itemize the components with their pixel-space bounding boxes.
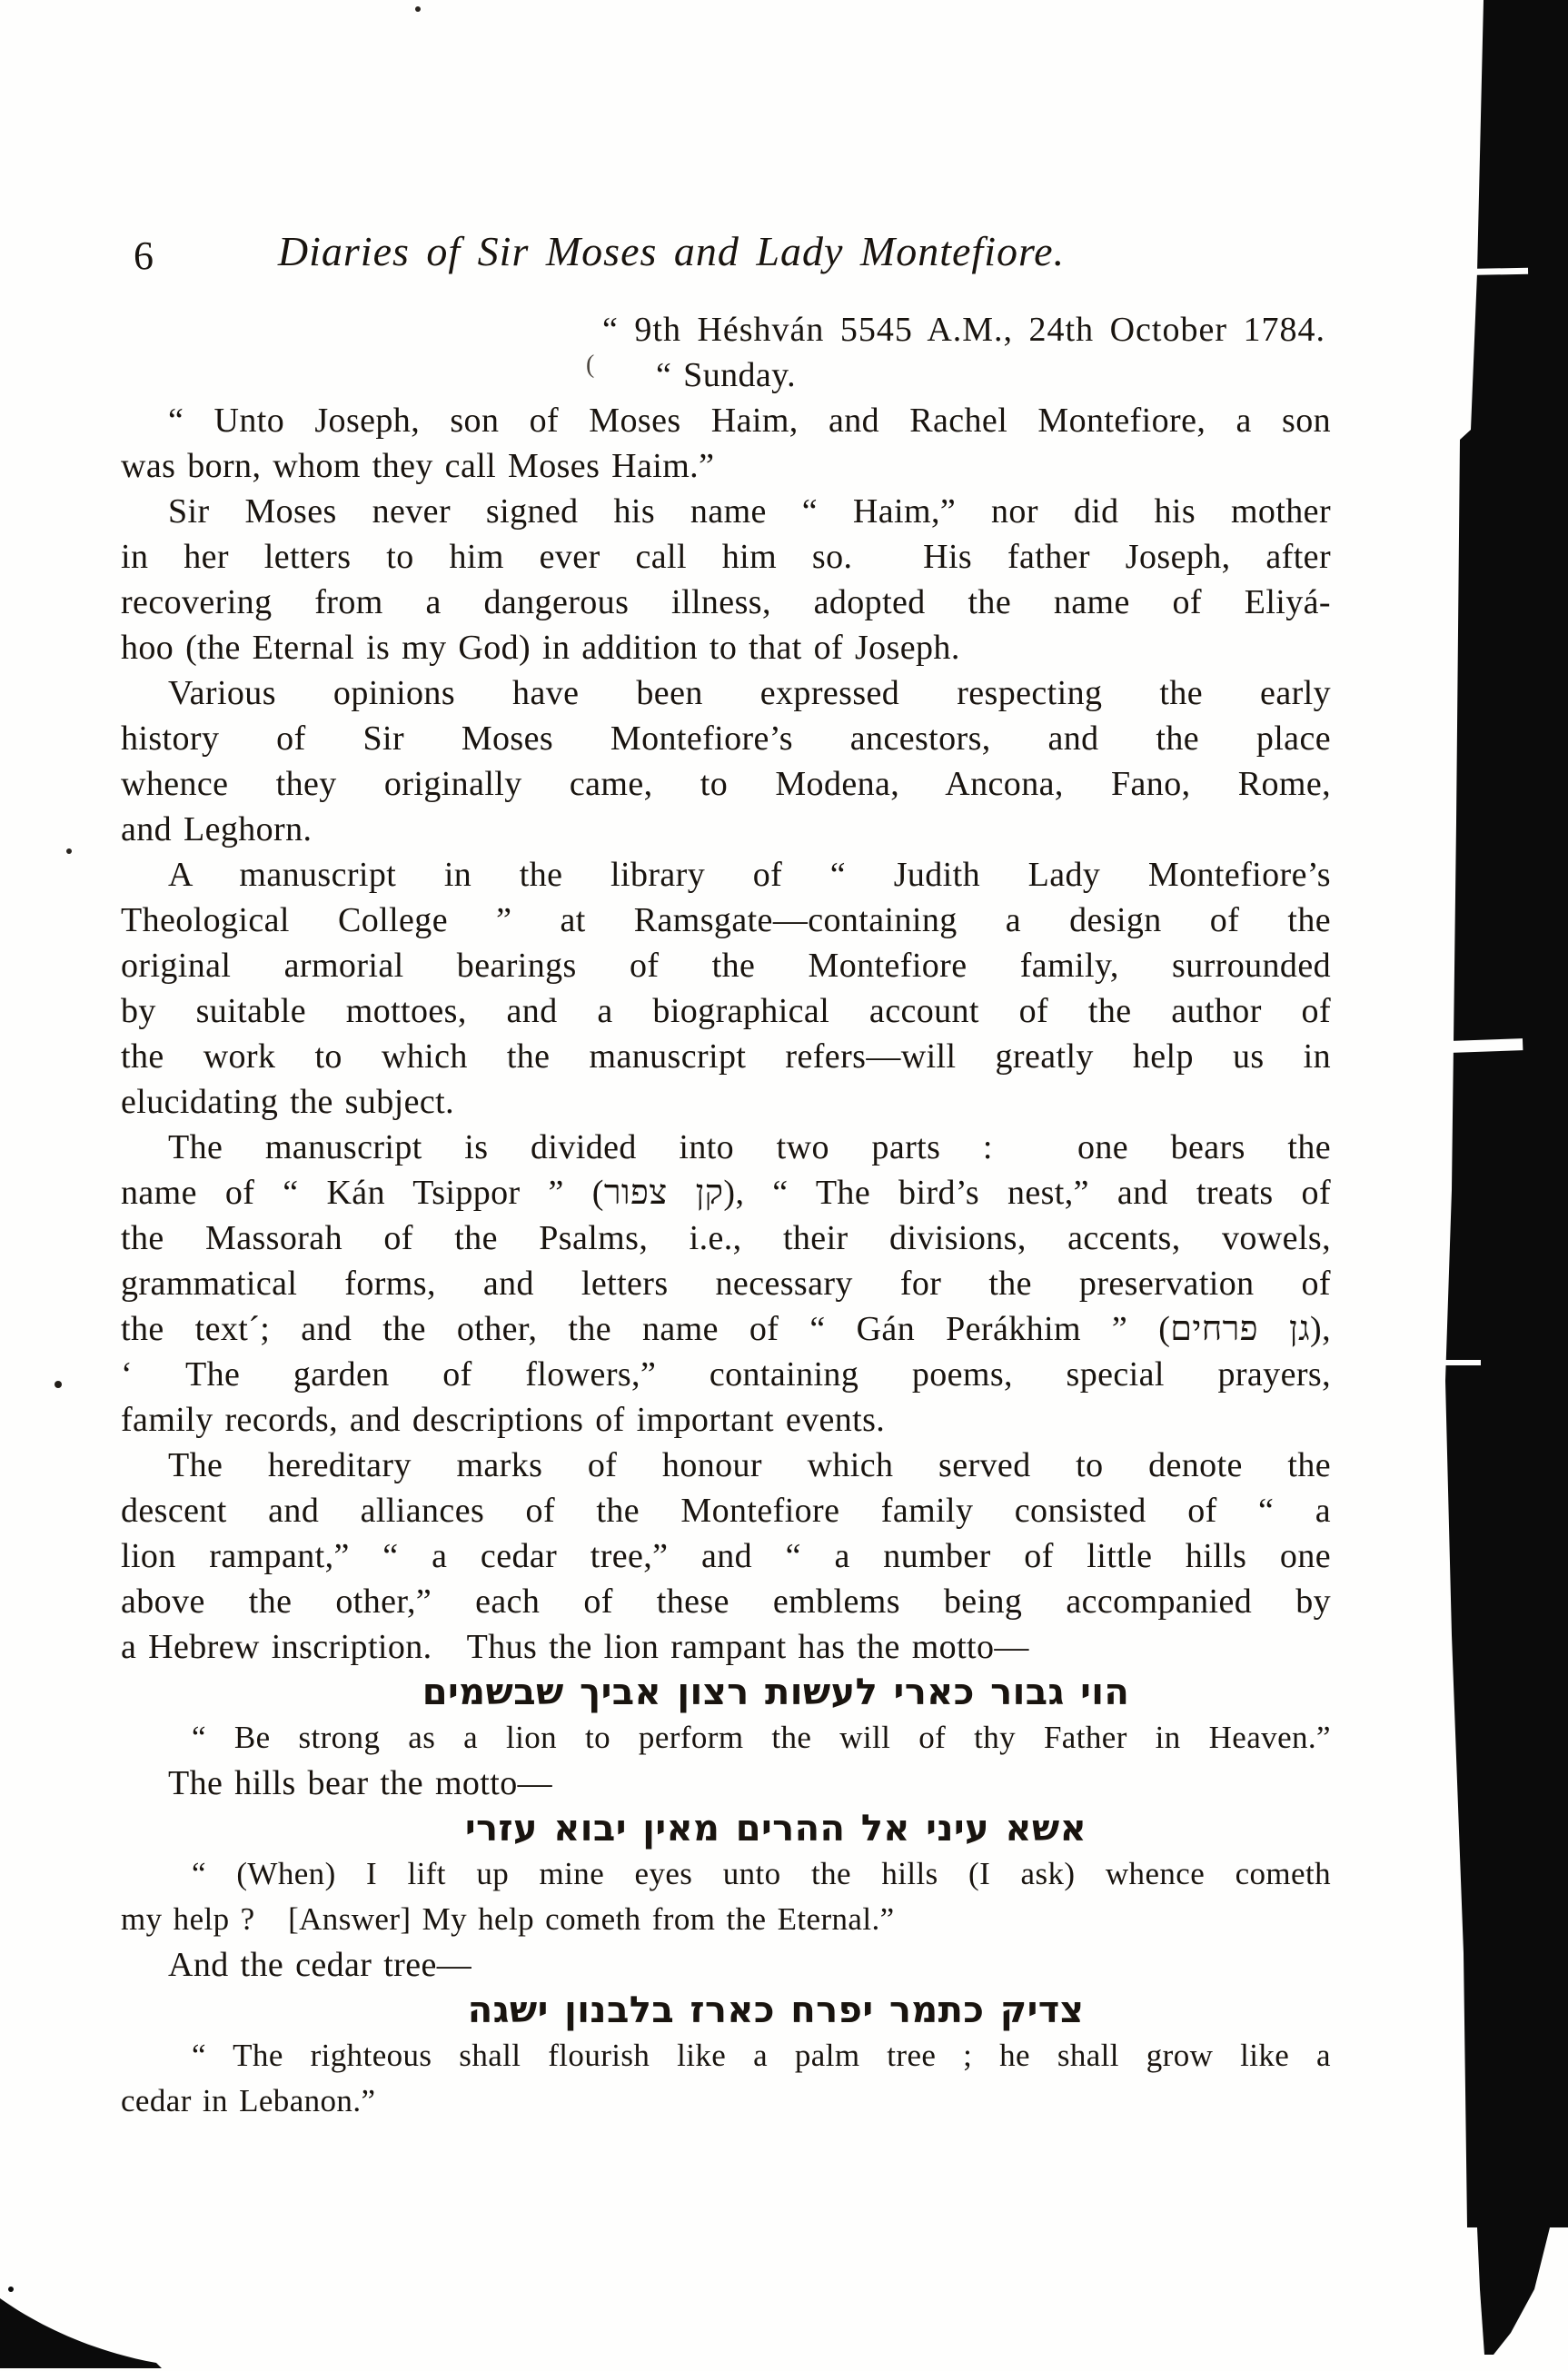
text-line: elucidating the subject.	[121, 1083, 454, 1121]
text-line: Sir Moses never signed his name “ Haim,” nor did his mother	[168, 492, 1331, 531]
text-line: recovering from a dangerous illness, adopted the name of Eliyá-	[121, 583, 1331, 621]
svg-text:(: (	[586, 351, 595, 379]
dateline: “ 9th Héshván 5545 A.M., 24th October 1784.	[602, 311, 1325, 349]
hebrew-motto-hills: אשא עיני אל ההרים מאין יבוא עזרי	[464, 1808, 1087, 1850]
text-line: original armorial bearings of the Montefiore family, surrounded	[121, 947, 1331, 985]
motto-translation-hills: “ (When) I lift up mine eyes unto the hills (I ask) whence cometh	[192, 1856, 1331, 1891]
motto-translation-cedar: “ The righteous shall flourish like a palm tree ; he shall grow like a	[192, 2038, 1331, 2073]
text-line: in her letters to him ever call him so. His father Joseph, after	[121, 538, 1331, 576]
text-line: hoo (the Eternal is my God) in addition to that of Joseph.	[121, 629, 960, 667]
text-line: above the other,” each of these emblems being accompanied by	[121, 1582, 1331, 1621]
text-line: the work to which the manuscript refers—will greatly help us in	[121, 1037, 1331, 1076]
scan-border-right-tail	[1477, 2227, 1550, 2355]
page-body	[121, 307, 1331, 2124]
motto-translation-cedar-2: cedar in Lebanon.”	[121, 2083, 376, 2118]
text-line: The manuscript is divided into two parts : one bears the	[168, 1128, 1331, 1166]
text-line: “ Unto Joseph, son of Moses Haim, and Rachel Montefiore, a son	[168, 402, 1331, 440]
text-line: And the cedar tree—	[168, 1946, 472, 1984]
text-line: name of “ Kán Tsippor ” (קן צפור), “ The bird’s nest,” and treats of	[121, 1174, 1331, 1212]
text-line: Theological College ” at Ramsgate—containing a design of the	[121, 901, 1331, 939]
text-line: The hills bear the motto—	[168, 1764, 553, 1802]
text-line: Various opinions have been expressed respecting the early	[168, 674, 1331, 712]
text-line: A manuscript in the library of “ Judith Lady Montefiore’s	[168, 856, 1331, 894]
text-line: whence they originally came, to Modena, Ancona, Fano, Rome,	[121, 765, 1331, 803]
text-line: was born, whom they call Moses Haim.”	[121, 447, 715, 485]
hebrew-motto-cedar: צדיק כתמר יפרח כארז בלבנון ישגה	[467, 1989, 1085, 2031]
dateline-day: “ Sunday.	[656, 356, 796, 394]
motto-translation-hills-2: my help ? [Answer] My help cometh from the Eternal.”	[121, 1901, 895, 1937]
scan-border-right	[1445, 0, 1568, 2227]
hebrew-motto-lion: הוי גבור כארי לעשות רצון אביך שבשמים	[422, 1672, 1130, 1713]
running-header	[121, 227, 1331, 291]
text-line: family records, and descriptions of important events.	[121, 1401, 886, 1439]
text-line: grammatical forms, and letters necessary for the preservation of	[121, 1265, 1331, 1303]
text-line: the Massorah of the Psalms, i.e., their divisions, accents, vowels,	[121, 1219, 1331, 1257]
motto-translation-lion: “ Be strong as a lion to perform the will of thy Father in Heaven.”	[192, 1720, 1331, 1755]
text-line: a Hebrew inscription. Thus the lion rampant has the motto—	[121, 1628, 1029, 1666]
text-line: The hereditary marks of honour which served to denote the	[168, 1446, 1331, 1484]
text-line: descent and alliances of the Montefiore family consisted of “ a	[121, 1492, 1331, 1530]
text-line: history of Sir Moses Montefiore’s ancestors, and the place	[121, 719, 1331, 758]
page-number: 6	[134, 233, 154, 278]
text-line: the text´; and the other, the name of “ Gán Perákhim ” (גן פרחים),	[121, 1310, 1331, 1348]
text-line: and Leghorn.	[121, 810, 313, 848]
page-title: Diaries of Sir Moses and Lady Montefiore.	[277, 228, 1066, 274]
text-line: by suitable mottoes, and a biographical account of the author of	[121, 992, 1331, 1030]
text-line: ‘ The garden of flowers,” containing poems, special prayers,	[121, 1355, 1331, 1394]
scan-corner-wedge	[0, 2298, 162, 2368]
text-line: lion rampant,” “ a cedar tree,” and “ a number of little hills one	[121, 1537, 1331, 1575]
